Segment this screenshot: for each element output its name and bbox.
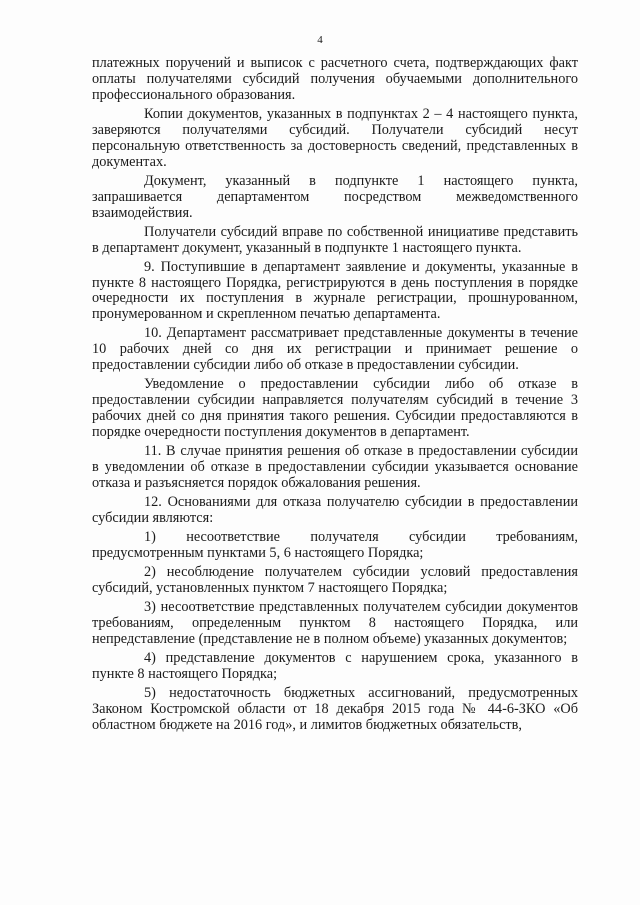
- list-item-3: 3) несоответствие представленных получателем субсидии документов требованиям, определенным пунктом 8 настоящего Порядка, или непредставление (представление не в полном объеме) указанных документов;: [92, 599, 578, 647]
- paragraph-interagency-request: Документ, указанный в подпункте 1 настоящего пункта, запрашивается департаментом посредством межведомственного взаимодействия.: [92, 172, 578, 221]
- paragraph-copies-certification: Копии документов, указанных в подпунктах 2 – 4 настоящего пункта, заверяются получателями субсидий. Получатели субсидий несут персональную ответственность за достоверность сведений, представленных в документах.: [92, 105, 578, 170]
- list-item-5: 5) недостаточность бюджетных ассигнований, предусмотренных Законом Костромской области от 18 декабря 2015 года № 44-6-ЗКО «Об областном бюджете на 2016 год», и лимитов бюджетных обязательств,: [92, 684, 578, 733]
- paragraph-notification: Уведомление о предоставлении субсидии либо об отказе в предоставлении субсидии направляется получателям субсидий в течение 3 рабочих дней со дня принятия такого решения. Субсидии предоставляются в порядке очередности поступления документов в департамент.: [92, 376, 578, 441]
- list-item-1: 1) несоответствие получателя субсидии требованиям, предусмотренным пунктами 5, 6 настоящего Порядка;: [92, 529, 578, 561]
- paragraph-item-9: 9. Поступившие в департамент заявление и документы, указанные в пункте 8 настоящего Порядка, регистрируются в день поступления в порядке очередности их поступления в журнале регистрации, прошнурованном, пронумерованном и скрепленном печатью департамента.: [92, 258, 578, 323]
- paragraph-item-12: 12. Основаниями для отказа получателю субсидии в предоставлении субсидии являются:: [92, 494, 578, 526]
- paragraph-own-initiative: Получатели субсидий вправе по собственной инициативе представить в департамент документ, указанный в подпункте 1 настоящего пункта.: [92, 223, 578, 256]
- page-number: 4: [317, 34, 323, 46]
- list-item-2: 2) несоблюдение получателем субсидии условий предоставления субсидий, установленных пунктом 7 настоящего Порядка;: [92, 564, 578, 596]
- paragraph-continuation: платежных поручений и выписок с расчетного счета, подтверждающих факт оплаты получателями субсидий получения обучаемыми дополнительного профессионального образования.: [92, 55, 578, 103]
- document-body: [92, 56, 578, 737]
- paragraph-item-11: 11. В случае принятия решения об отказе в предоставлении субсидии в уведомлении об отказе в предоставлении субсидии указывается основание отказа и разъясняется порядок обжалования решения.: [92, 443, 578, 491]
- paragraph-item-10: 10. Департамент рассматривает представленные документы в течение 10 рабочих дней со дня их регистрации и принимает решение о предоставлении субсидии либо об отказе в предоставлении субсидии.: [92, 325, 578, 374]
- list-item-4: 4) представление документов с нарушением срока, указанного в пункте 8 настоящего Порядка;: [92, 649, 578, 682]
